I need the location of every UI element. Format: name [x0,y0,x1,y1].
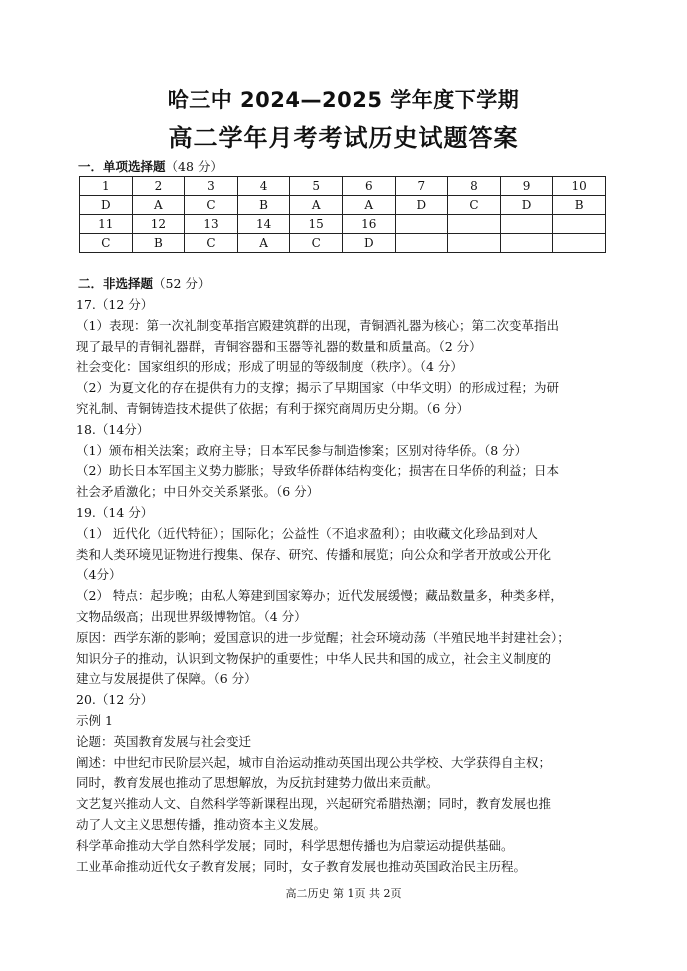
text-line: 20.（12 分） [76,692,154,708]
section2-heading [78,275,210,293]
section1-heading [78,158,223,176]
table-cell [500,234,553,253]
table-cell: 13 [185,215,238,234]
table-cell: A [132,196,185,215]
text-line: 18.（14分） [76,421,150,437]
table-cell [553,234,606,253]
text-line: 工业革命推动近代女子教育发展；同时，女子教育发展也推动英国政治民主历程。 [76,858,527,874]
answer-content [76,295,616,877]
table-cell [448,215,501,234]
table-cell: 16 [342,215,395,234]
table-cell: 7 [395,177,448,196]
text-line: （4分） [76,567,122,583]
table-cell: B [553,196,606,215]
table-cell: B [132,234,185,253]
text-line: 知识分子的推动，认识到文物保护的重要性；中华人民共和国的成立，社会主义制度的 [76,650,552,666]
table-cell: 1 [80,177,133,196]
table-cell: C [185,196,238,215]
table-cell [553,215,606,234]
table-cell: 8 [448,177,501,196]
text-line: （1） 近代化（近代特征）；国际化；公益性（不追求盈利）；由收藏文化珍品到对人 [76,525,538,541]
table-row [80,196,606,215]
text-line: 类和人类环境见证物进行搜集、保存、研究、传播和展览；向公众和学者开放或公开化 [76,546,552,562]
answer-table [79,176,606,253]
text-line: 究礼制、青铜铸造技术提供了依据；有利于探究商周历史分期。（6 分） [76,400,470,416]
text-line: 17.（12 分） [76,297,154,312]
table-cell [395,234,448,253]
section2-points: （52 分） [153,276,211,291]
table-cell: 2 [132,177,185,196]
table-cell: 4 [237,177,290,196]
text-line: 文物品级高；出现世界级博物馆。（4 分） [76,608,307,624]
table-cell: 6 [342,177,395,196]
table-cell: 3 [185,177,238,196]
text-line: （2） 特点：起步晚；由私人筹建到国家筹办；近代发展缓慢；藏品数量多，种类多样， [76,588,563,604]
table-cell: D [395,196,448,215]
table-cell [500,215,553,234]
table-cell: C [290,234,343,253]
table-cell: 14 [237,215,290,234]
text-line: 社会矛盾激化；中日外交关系紧张。（6 分） [76,484,320,500]
title-line-2: 高二学年月考考试历史试题答案 [168,124,519,152]
section2-title: 二．非选择题 [78,276,154,291]
text-line: （2）助长日本军国主义势力膨胀；导致华侨群体结构变化；损害在日华侨的利益；日本 [76,463,559,479]
table-row [80,234,606,253]
text-line: 示例 1 [76,712,113,728]
text-line: 阐述：中世纪市民阶层兴起，城市自治运动推动英国出现公共学校、大学获得自主权； [76,754,552,770]
table-cell: 15 [290,215,343,234]
section1-title: 一．单项选择题 [78,159,166,174]
table-cell: 11 [80,215,133,234]
text-line: 社会变化：国家组织的形成；形成了明显的等级制度（秩序）。（4 分） [76,359,463,375]
text-line: 原因：西学东渐的影响；爱国意识的进一步觉醒；社会环境动荡（半殖民地半封建社会）； [76,629,570,645]
text-line: 科学革命推动大学自然科学发展；同时，科学思想传播也为启蒙运动提供基础。 [76,837,514,853]
table-row [80,177,606,196]
text-line: （1）颁布相关法案；政府主导；日本军民参与制造惨案；区别对待华侨。（8 分） [76,442,528,458]
table-cell: 12 [132,215,185,234]
table-cell: C [80,234,133,253]
table-cell: 10 [553,177,606,196]
text-line: 文艺复兴推动人文、自然科学等新课程出现，兴起研究希腊热潮；同时，教育发展也推 [76,796,552,812]
table-cell: D [80,196,133,215]
table-cell: A [290,196,343,215]
table-cell [395,215,448,234]
section1-points: （48 分） [165,159,223,174]
text-line: 19.（14 分） [76,504,154,520]
text-line: 同时，教育发展也推动了思想解放，为反抗封建势力做出来贡献。 [76,775,439,791]
table-cell: D [342,234,395,253]
text-line: 动了人文主义思想传播，推动资本主义发展。 [76,816,327,832]
table-cell: A [237,234,290,253]
text-line: （1）表现：第一次礼制变革指宫殿建筑群的出现，青铜酒礼器为核心；第二次变革指出 [76,317,559,333]
text-line: 现了最早的青铜礼器群，青铜容器和玉器等礼器的数量和质量高。（2 分） [76,338,482,354]
text-line: 论题：英国教育发展与社会变迁 [76,733,252,749]
text-line: （2）为夏文化的存在提供有力的支撑；揭示了早期国家（中华文明）的形成过程；为研 [76,380,559,396]
table-cell: 5 [290,177,343,196]
title-line-1: 哈三中 2024—2025 学年度下学期 [167,88,520,112]
table-row [80,215,606,234]
table-cell: A [342,196,395,215]
table-cell [448,234,501,253]
table-cell: C [185,234,238,253]
text-line: 建立与发展提供了保障。（6 分） [76,671,257,687]
table-cell: B [237,196,290,215]
table-cell: C [448,196,501,215]
table-cell: 9 [500,177,553,196]
page-footer: 高二历史 第 1页 共 2页 [285,887,402,900]
table-cell: D [500,196,553,215]
